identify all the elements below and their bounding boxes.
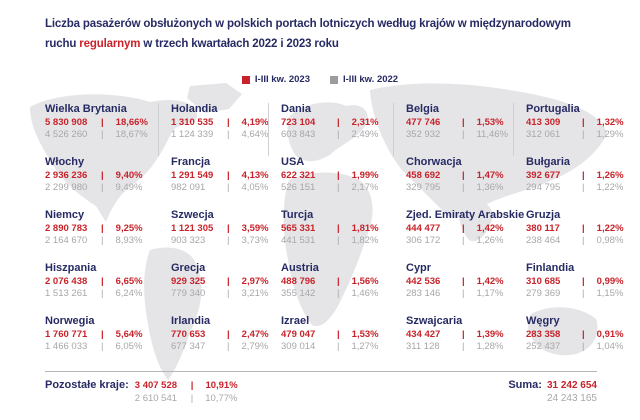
country-name: Holandia [171,103,218,115]
legend-swatch-2023-icon [242,76,250,84]
value-2022-row [526,288,624,300]
value-2022-share: 1,26% [476,235,504,246]
value-2022-share: 2,49% [351,129,379,140]
separator: | [462,288,465,299]
value-2023-row [45,223,158,235]
separator: | [227,276,230,287]
value-2023-share: 0,99% [596,276,624,287]
country-entry [406,262,524,315]
country-entry [526,262,624,315]
separator: | [190,380,194,391]
value-2022-share: 1,82% [351,235,379,246]
value-2022-share: 8,93% [115,235,143,246]
country-name: Austria [281,262,319,274]
value-2022-value: 982 091 [171,182,206,193]
separator: | [582,341,585,352]
value-2022-share: 1,36% [476,182,504,193]
value-2023-row [526,117,624,129]
value-2022-row [45,235,158,247]
value-2023-value: 565 331 [281,223,316,234]
value-2022-row [406,288,524,300]
country-name: Grecja [171,262,206,274]
value-2023-value: 622 321 [281,170,316,181]
value-2022-share: 6,24% [115,288,143,299]
separator: | [227,170,230,181]
country-name: Cypr [406,262,432,274]
others-2022-value: 2 610 541 [134,393,178,404]
legend-swatch-2022-icon [330,76,338,84]
value-2022-share: 4,64% [241,129,269,140]
others-2023-value: 3 407 528 [134,380,178,391]
value-2022-row [171,288,269,300]
value-2023-row [406,223,524,235]
value-2022-row [281,129,393,141]
value-2022-value: 1 124 339 [171,129,214,140]
value-2022-share: 2,17% [351,182,379,193]
separator: | [227,288,230,299]
value-2023-share: 1,32% [596,117,624,128]
country-name: Francja [171,156,211,168]
country-entry [281,209,393,262]
value-2022-value: 352 932 [406,129,441,140]
value-2022-row [171,182,269,194]
value-2022-row [526,129,624,141]
value-2022-share: 3,21% [241,288,269,299]
others-2023-share: 10,91% [205,380,238,391]
value-2023-value: 479 047 [281,329,316,340]
value-2022-value: 311 128 [406,341,440,352]
country-entry [171,315,269,368]
country-entry [171,262,269,315]
value-2022-share: 1,46% [351,288,379,299]
country-name: Włochy [45,156,85,168]
value-2023-share: 1,53% [351,329,379,340]
separator: | [101,235,104,246]
separator: | [101,170,104,181]
value-2022-share: 18,67% [115,129,148,140]
country-name: Hiszpania [45,262,97,274]
value-2023-value: 392 677 [526,170,561,181]
country-name: Portugalia [526,103,580,115]
value-2022-value: 238 464 [526,235,561,246]
separator: | [582,117,585,128]
separator: | [101,329,104,340]
country-entry [526,103,624,156]
separator: | [582,235,585,246]
separator: | [101,288,104,299]
value-2022-share: 4,05% [241,182,269,193]
value-2022-share: 1,04% [596,341,624,352]
value-2023-row [526,223,624,235]
value-2023-value: 723 104 [281,117,316,128]
country-column [158,103,269,352]
value-2022-value: 294 795 [526,182,561,193]
value-2022-share: 9,49% [115,182,143,193]
separator: | [227,117,230,128]
value-2022-share: 0,98% [596,235,624,246]
others-2023-row [135,379,238,392]
value-2022-value: 677 347 [171,341,206,352]
value-2022-value: 306 172 [406,235,441,246]
country-name: USA [281,156,305,168]
value-2022-share: 11,46% [476,129,508,140]
separator: | [337,341,340,352]
others-label: Pozostałe kraje: [45,379,129,391]
value-2022-value: 526 151 [281,182,316,193]
value-2023-value: 770 653 [171,329,206,340]
separator: | [462,276,465,287]
country-entry [526,315,624,368]
separator: | [227,329,230,340]
country-column [513,103,624,352]
value-2023-value: 5 830 908 [45,117,88,128]
title-line2-pre: ruchu [45,38,80,50]
value-2022-row [281,341,393,353]
value-2023-row [526,329,624,341]
value-2022-value: 309 014 [281,341,316,352]
separator: | [582,276,585,287]
separator: | [462,235,465,246]
country-name: Norwegia [45,315,95,327]
country-entry [281,315,393,368]
country-column [268,103,393,352]
value-2022-row [526,235,624,247]
legend [0,74,640,85]
others-values [135,379,238,405]
value-2022-share: 1,17% [476,288,504,299]
separator: | [227,223,230,234]
value-2023-row [45,117,158,129]
value-2023-share: 1,39% [476,329,504,340]
value-2022-value: 2 299 980 [45,182,88,193]
value-2023-share: 4,13% [241,170,269,181]
value-2022-row [281,182,393,194]
value-2022-value: 441 531 [281,235,316,246]
separator: | [337,170,340,181]
total-2022-value: 24 243 165 [546,393,597,404]
others-2022-row [135,392,238,405]
country-entry [171,103,269,156]
separator: | [462,170,465,181]
value-2023-value: 1 760 771 [45,329,88,340]
value-2023-row [406,117,524,129]
value-2023-share: 2,97% [241,276,269,287]
value-2023-value: 380 117 [526,223,560,234]
value-2023-row [171,276,269,288]
value-2023-row [171,170,269,182]
value-2023-row [281,117,393,129]
value-2022-value: 4 526 260 [45,129,88,140]
value-2022-row [171,341,269,353]
separator: | [582,223,585,234]
separator: | [227,235,230,246]
others-summary [45,379,238,405]
value-2023-share: 1,42% [476,276,504,287]
footer-divider [45,371,597,372]
page-title [45,14,610,54]
legend-item-2023 [242,74,310,85]
value-2023-share: 1,26% [596,170,624,181]
value-2023-row [281,170,393,182]
value-2022-row [45,129,158,141]
value-2023-row [45,170,158,182]
country-name: Gruzja [526,209,561,221]
country-name: Szwecja [171,209,214,221]
country-entry [281,156,393,209]
value-2023-share: 1,47% [476,170,504,181]
value-2023-value: 442 536 [406,276,441,287]
value-2023-value: 2 076 438 [45,276,88,287]
country-entry [45,103,158,156]
separator: | [582,170,585,181]
separator: | [101,129,104,140]
value-2022-row [45,182,158,194]
value-2022-value: 603 843 [281,129,316,140]
value-2023-row [171,223,269,235]
value-2022-row [281,235,393,247]
separator: | [101,117,104,128]
value-2022-row [45,288,158,300]
value-2022-share: 1,27% [351,341,379,352]
value-2022-row [406,235,524,247]
value-2022-value: 779 340 [171,288,206,299]
value-2022-value: 903 323 [171,235,206,246]
separator: | [101,182,104,193]
total-2022-row [508,392,597,405]
value-2023-value: 310 685 [526,276,561,287]
separator: | [462,117,465,128]
title-line1: Liczba pasażerów obsłużonych w polskich portach lotniczych według krajów w międzynarodowym [45,18,571,30]
separator: | [337,223,340,234]
separator: | [582,329,585,340]
country-entry [281,103,393,156]
country-entry [45,315,158,368]
country-entry [171,209,269,262]
title-line2-post: w trzech kwartałach 2022 i 2023 roku [140,38,339,50]
separator: | [337,288,340,299]
value-2023-share: 6,65% [115,276,143,287]
value-2023-share: 1,81% [351,223,379,234]
country-entry [406,103,524,156]
country-column [45,103,158,352]
country-entry [526,209,624,262]
separator: | [190,393,194,404]
value-2023-value: 2 936 236 [45,170,88,181]
value-2022-share: 2,79% [241,341,269,352]
country-entry [406,209,524,262]
value-2022-row [171,129,269,141]
title-highlight: regularnym [79,38,141,50]
value-2023-value: 444 477 [406,223,441,234]
country-name: Chorwacja [406,156,462,168]
country-name: Węgry [526,315,560,327]
value-2022-value: 329 795 [406,182,441,193]
separator: | [337,182,340,193]
value-2023-row [406,276,524,288]
separator: | [227,182,230,193]
value-2023-share: 1,42% [476,223,504,234]
separator: | [462,341,465,352]
value-2022-value: 283 146 [406,288,441,299]
separator: | [337,129,340,140]
value-2023-row [526,276,624,288]
country-entry [45,262,158,315]
value-2023-share: 1,56% [351,276,379,287]
value-2022-value: 355 142 [281,288,316,299]
value-2022-share: 1,22% [596,182,624,193]
value-2022-value: 252 437 [526,341,561,352]
value-2023-value: 488 796 [281,276,316,287]
value-2023-value: 929 325 [171,276,206,287]
country-name: Wielka Brytania [45,103,127,115]
separator: | [227,129,230,140]
separator: | [582,129,585,140]
value-2022-share: 1,28% [476,341,504,352]
value-2022-value: 312 061 [526,129,561,140]
value-2022-value: 1 513 261 [45,288,88,299]
value-2022-share: 1,29% [596,129,624,140]
country-name: Szwajcaria [406,315,463,327]
value-2022-value: 1 466 033 [45,341,88,352]
others-2022-share: 10,77% [205,393,238,404]
country-entry [526,156,624,209]
value-2023-value: 434 427 [406,329,441,340]
legend-label-2023: I-III kw. 2023 [254,74,310,85]
value-2023-row [281,329,393,341]
value-2022-row [526,182,624,194]
separator: | [337,117,340,128]
separator: | [337,235,340,246]
value-2023-share: 3,59% [241,223,269,234]
value-2023-row [406,329,524,341]
value-2023-value: 2 890 783 [45,223,88,234]
country-entry [406,156,524,209]
value-2023-value: 1 121 305 [171,223,214,234]
country-entry [45,156,158,209]
value-2022-row [406,129,524,141]
separator: | [582,288,585,299]
separator: | [462,182,465,193]
country-entry [281,262,393,315]
country-name: Zjed. Emiraty Arabskie [406,209,525,221]
value-2023-row [171,117,269,129]
country-name: Niemcy [45,209,85,221]
value-2022-row [45,341,158,353]
separator: | [227,341,230,352]
country-grid [45,103,624,352]
value-2022-share: 3,73% [241,235,269,246]
separator: | [101,223,104,234]
value-2023-share: 5,64% [115,329,143,340]
value-2023-share: 1,22% [596,223,624,234]
value-2023-share: 1,53% [476,117,504,128]
value-2022-row [406,182,524,194]
legend-label-2022: I-III kw. 2022 [343,74,399,85]
separator: | [101,341,104,352]
value-2023-value: 1 291 549 [171,170,214,181]
value-2023-value: 458 692 [406,170,441,181]
value-2023-row [45,276,158,288]
total-label: Suma: [508,379,542,391]
value-2022-row [526,341,624,353]
country-entry [45,209,158,262]
value-2022-value: 279 369 [526,288,561,299]
total-2023-row [508,379,597,392]
separator: | [462,129,465,140]
value-2023-share: 18,66% [115,117,148,128]
value-2022-share: 6,05% [115,341,143,352]
value-2022-share: 1,15% [596,288,624,299]
value-2023-row [281,223,393,235]
total-summary [508,379,597,405]
value-2023-value: 1 310 535 [171,117,214,128]
separator: | [337,329,340,340]
value-2023-row [526,170,624,182]
separator: | [101,276,104,287]
country-entry [406,315,524,368]
country-name: Bułgaria [526,156,571,168]
value-2023-row [45,329,158,341]
value-2023-share: 0,91% [596,329,624,340]
country-name: Irlandia [171,315,211,327]
legend-item-2022 [330,74,398,85]
country-column [393,103,525,352]
separator: | [582,182,585,193]
value-2023-row [406,170,524,182]
value-2023-value: 477 746 [406,117,441,128]
country-name: Turcja [281,209,314,221]
value-2023-row [281,276,393,288]
value-2023-share: 9,25% [115,223,143,234]
country-name: Finlandia [526,262,575,274]
value-2023-row [171,329,269,341]
value-2023-share: 1,99% [351,170,379,181]
separator: | [462,329,465,340]
value-2022-row [281,288,393,300]
value-2023-value: 283 358 [526,329,561,340]
value-2022-row [406,341,524,353]
country-name: Dania [281,103,311,115]
total-2023-value: 31 242 654 [546,380,597,391]
separator: | [337,276,340,287]
value-2022-value: 2 164 670 [45,235,88,246]
value-2023-share: 2,47% [241,329,269,340]
value-2022-row [171,235,269,247]
value-2023-share: 4,19% [241,117,269,128]
value-2023-value: 413 309 [526,117,561,128]
country-entry [171,156,269,209]
separator: | [462,223,465,234]
country-name: Belgia [406,103,440,115]
value-2023-share: 2,31% [351,117,379,128]
value-2023-share: 9,40% [115,170,143,181]
country-name: Izrael [281,315,310,327]
